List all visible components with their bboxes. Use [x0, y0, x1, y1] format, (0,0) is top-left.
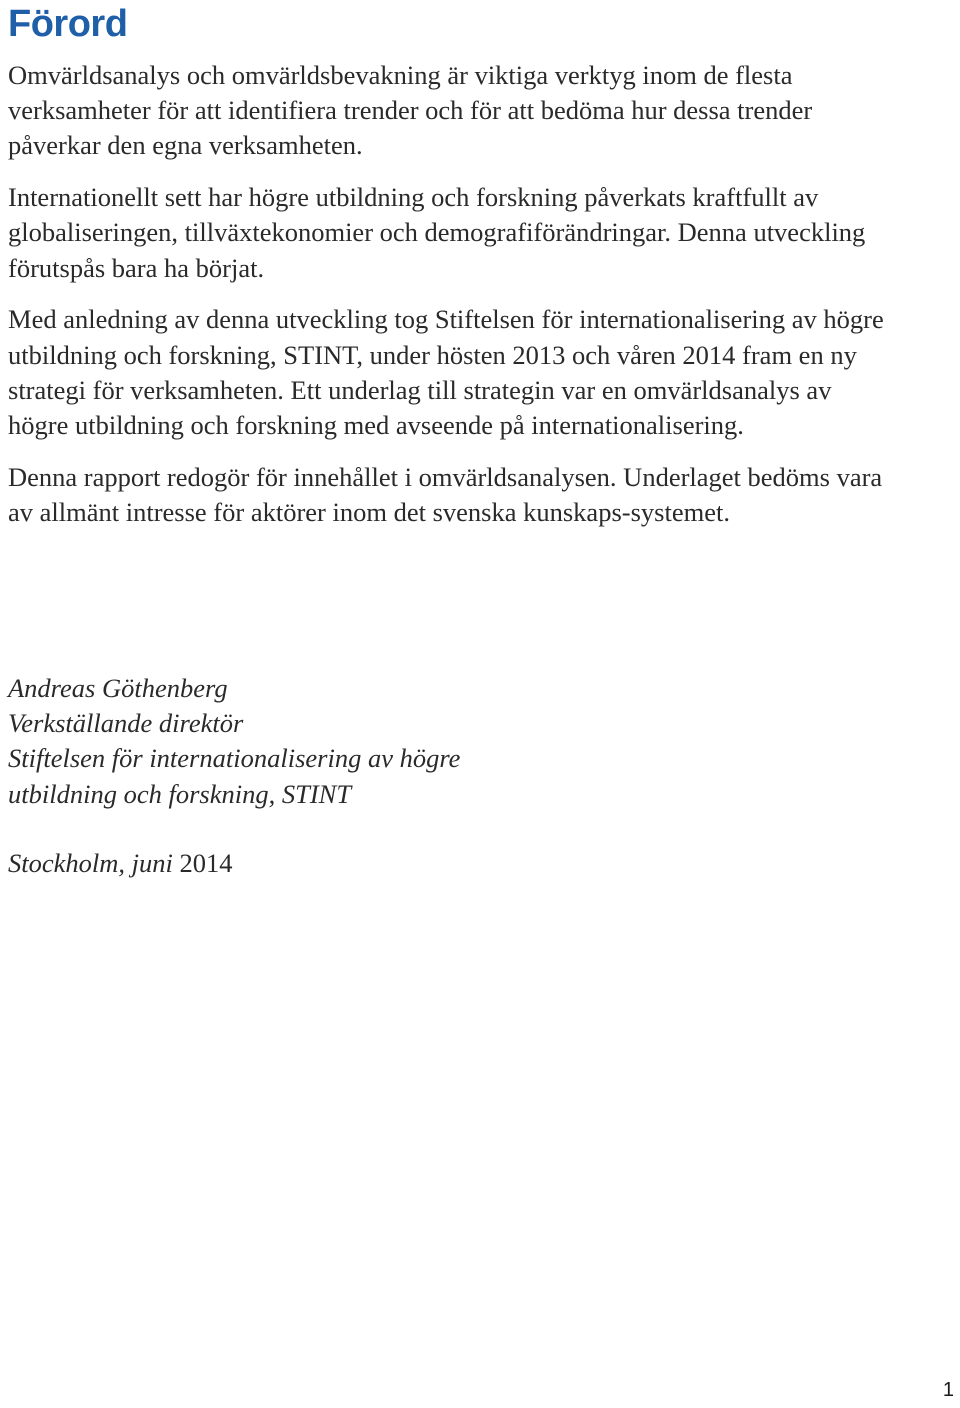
foreword-body	[8, 58, 888, 547]
signatory-organization-line-1: Stiftelsen för internationalisering av högre	[8, 743, 461, 774]
paragraph-2: Internationellt sett har högre utbildning och forskning påverkats kraftfullt av globaliseringen, tillväxtekonomier och demografiförändringar. Denna utveckling förutspås bara ha börjat.	[8, 182, 866, 283]
signature-block	[8, 671, 460, 812]
year-text: 2014	[179, 848, 233, 878]
place-and-date	[8, 846, 233, 881]
paragraph-4: Denna rapport redogör för innehållet i omvärldsanalysen. Underlaget bedöms vara av allmänt intresse för aktörer inom det svenska kunskaps-systemet.	[8, 461, 883, 528]
page-title: Förord	[8, 3, 128, 45]
signatory-organization-line-2: utbildning och forskning, STINT	[8, 778, 352, 809]
paragraph-3: Med anledning av denna utveckling tog Stiftelsen för internationalisering av högre utbildning och forskning, STINT, under hösten 2013 och våren 2014 fram en ny strategi för verksamheten. Ett underlag till strategin var en omvärldsanalys av högre utbildning och forskning med avseende på internationalisering.	[8, 304, 884, 441]
page-number: 1	[942, 1379, 954, 1401]
signatory-name: Andreas Göthenberg	[8, 673, 228, 703]
paragraph-1: Omvärldsanalys och omvärldsbevakning är viktiga verktyg inom de flesta verksamheter för att identifiera trender och för att bedöma hur dessa trender påverkar den egna verksamheten.	[8, 60, 813, 161]
place-text: Stockholm, juni	[8, 848, 173, 878]
signatory-role: Verkställande direktör	[8, 708, 244, 739]
